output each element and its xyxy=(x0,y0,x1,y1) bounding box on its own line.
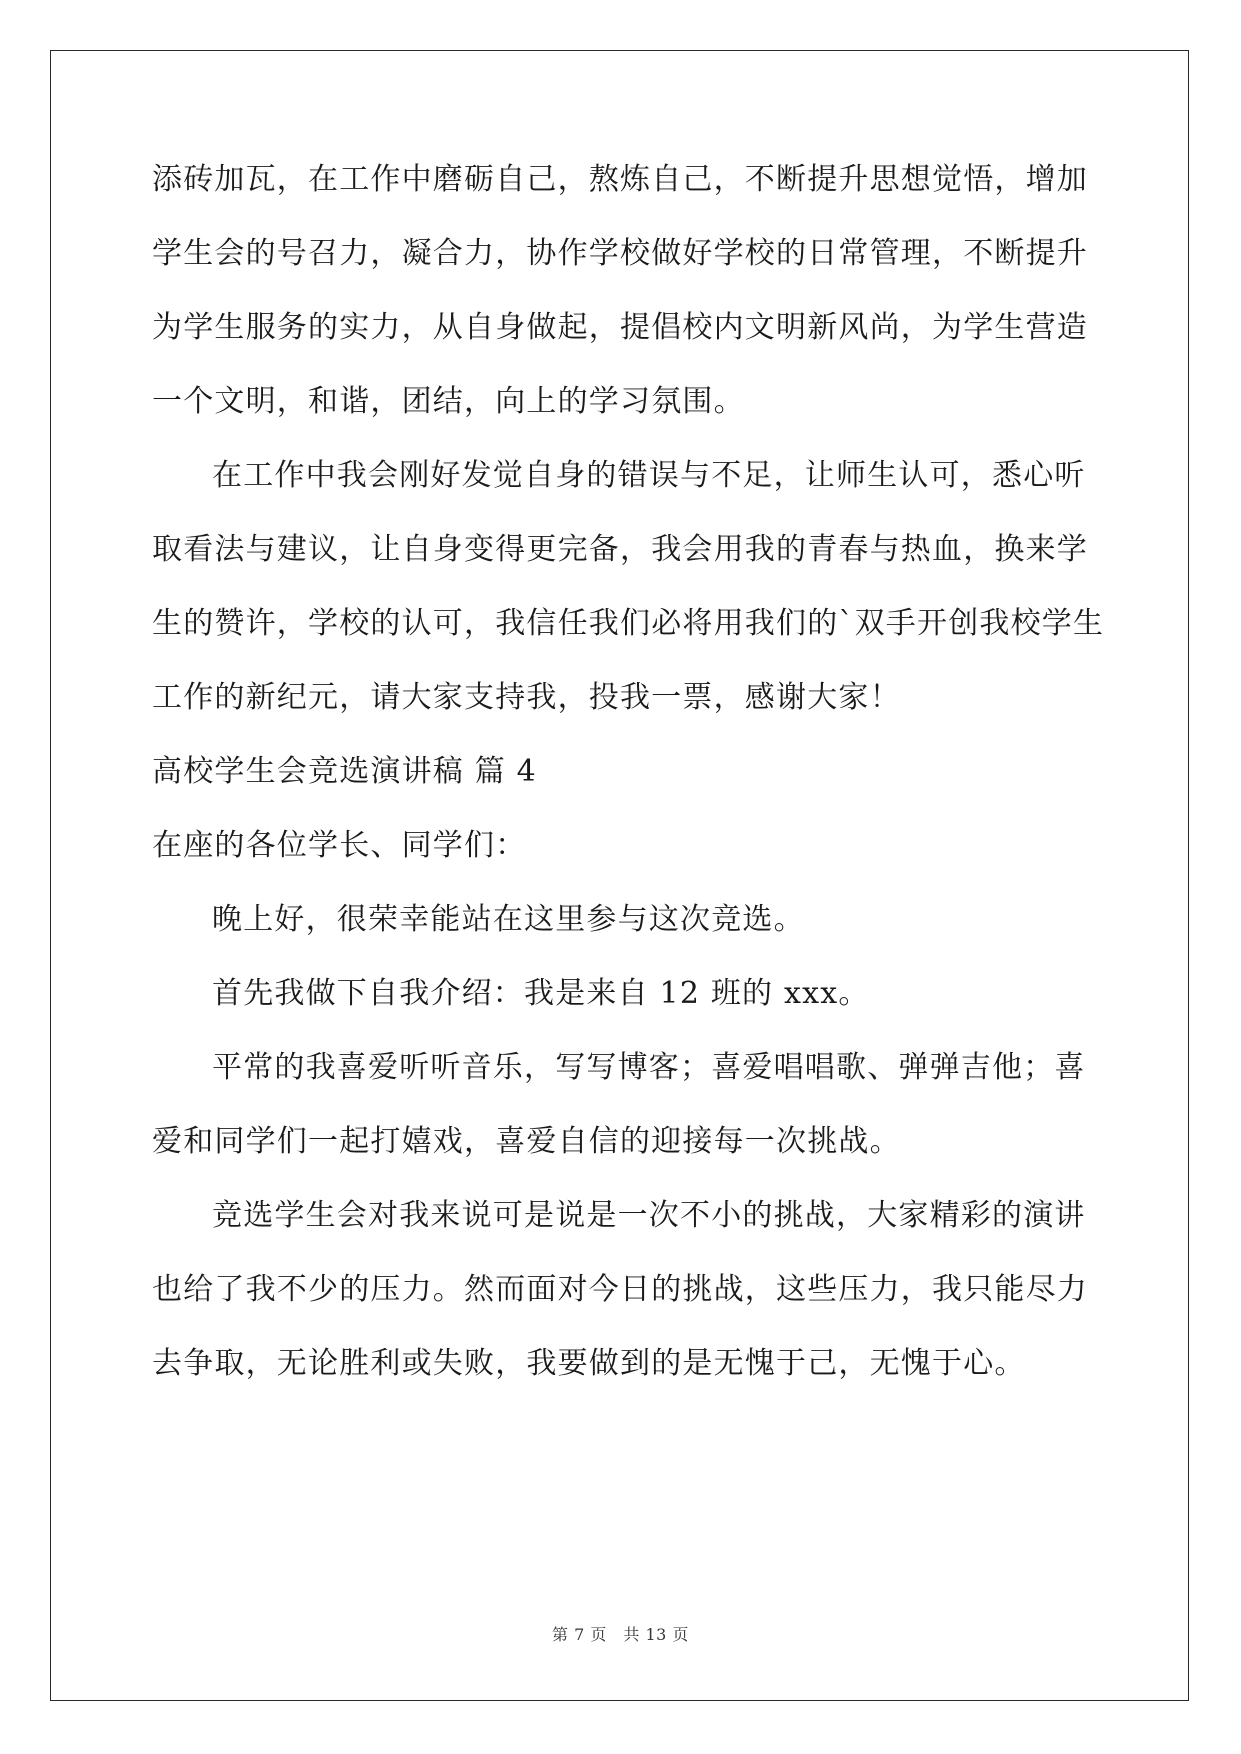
paragraph-start: 在工作中我会刚好发觉自身的错误与不足，让师生认可，悉心听 xyxy=(212,458,1086,493)
section-heading: 高校学生会竞选演讲稿 篇 4 xyxy=(152,754,537,789)
paragraph-start: 晚上好，很荣幸能站在这里参与这次竞选。 xyxy=(212,902,805,937)
text-line: 也给了我不少的压力。然而面对今日的挑战，这些压力，我只能尽力 xyxy=(152,1272,1088,1307)
text-line: 为学生服务的实力，从自身做起，提倡校内文明新风尚，为学生营造 xyxy=(152,310,1088,345)
text-line: 爱和同学们一起打嬉戏，喜爱自信的迎接每一次挑战。 xyxy=(152,1124,901,1159)
text-line: 学生会的号召力，凝合力，协作学校做好学校的日常管理，不断提升 xyxy=(152,236,1088,271)
text-line: 工作的新纪元，请大家支持我，投我一票，感谢大家！ xyxy=(152,680,901,715)
paragraph-start: 竞选学生会对我来说可是说是一次不小的挑战，大家精彩的演讲 xyxy=(212,1198,1086,1233)
salutation: 在座的各位学长、同学们： xyxy=(152,828,527,863)
page-number: 第 7 页 共 13 页 xyxy=(552,1625,689,1644)
paragraph-start: 平常的我喜爱听听音乐，写写博客；喜爱唱唱歌、弹弹吉他；喜 xyxy=(212,1050,1086,1085)
page-border xyxy=(50,50,1189,1701)
text-line: 去争取，无论胜利或失败，我要做到的是无愧于己，无愧于心。 xyxy=(152,1346,1026,1381)
paragraph-start: 首先我做下自我介绍：我是来自 12 班的 xxx。 xyxy=(212,976,870,1011)
text-line: 添砖加瓦，在工作中磨砺自己，熬炼自己，不断提升思想觉悟，增加 xyxy=(152,162,1088,197)
text-line: 取看法与建议，让自身变得更完备，我会用我的青春与热血，换来学 xyxy=(152,532,1088,567)
text-line: 一个文明，和谐，团结，向上的学习氛围。 xyxy=(152,384,745,419)
text-line: 生的赞许，学校的认可，我信任我们必将用我们的`双手开创我校学生 xyxy=(152,606,1105,641)
